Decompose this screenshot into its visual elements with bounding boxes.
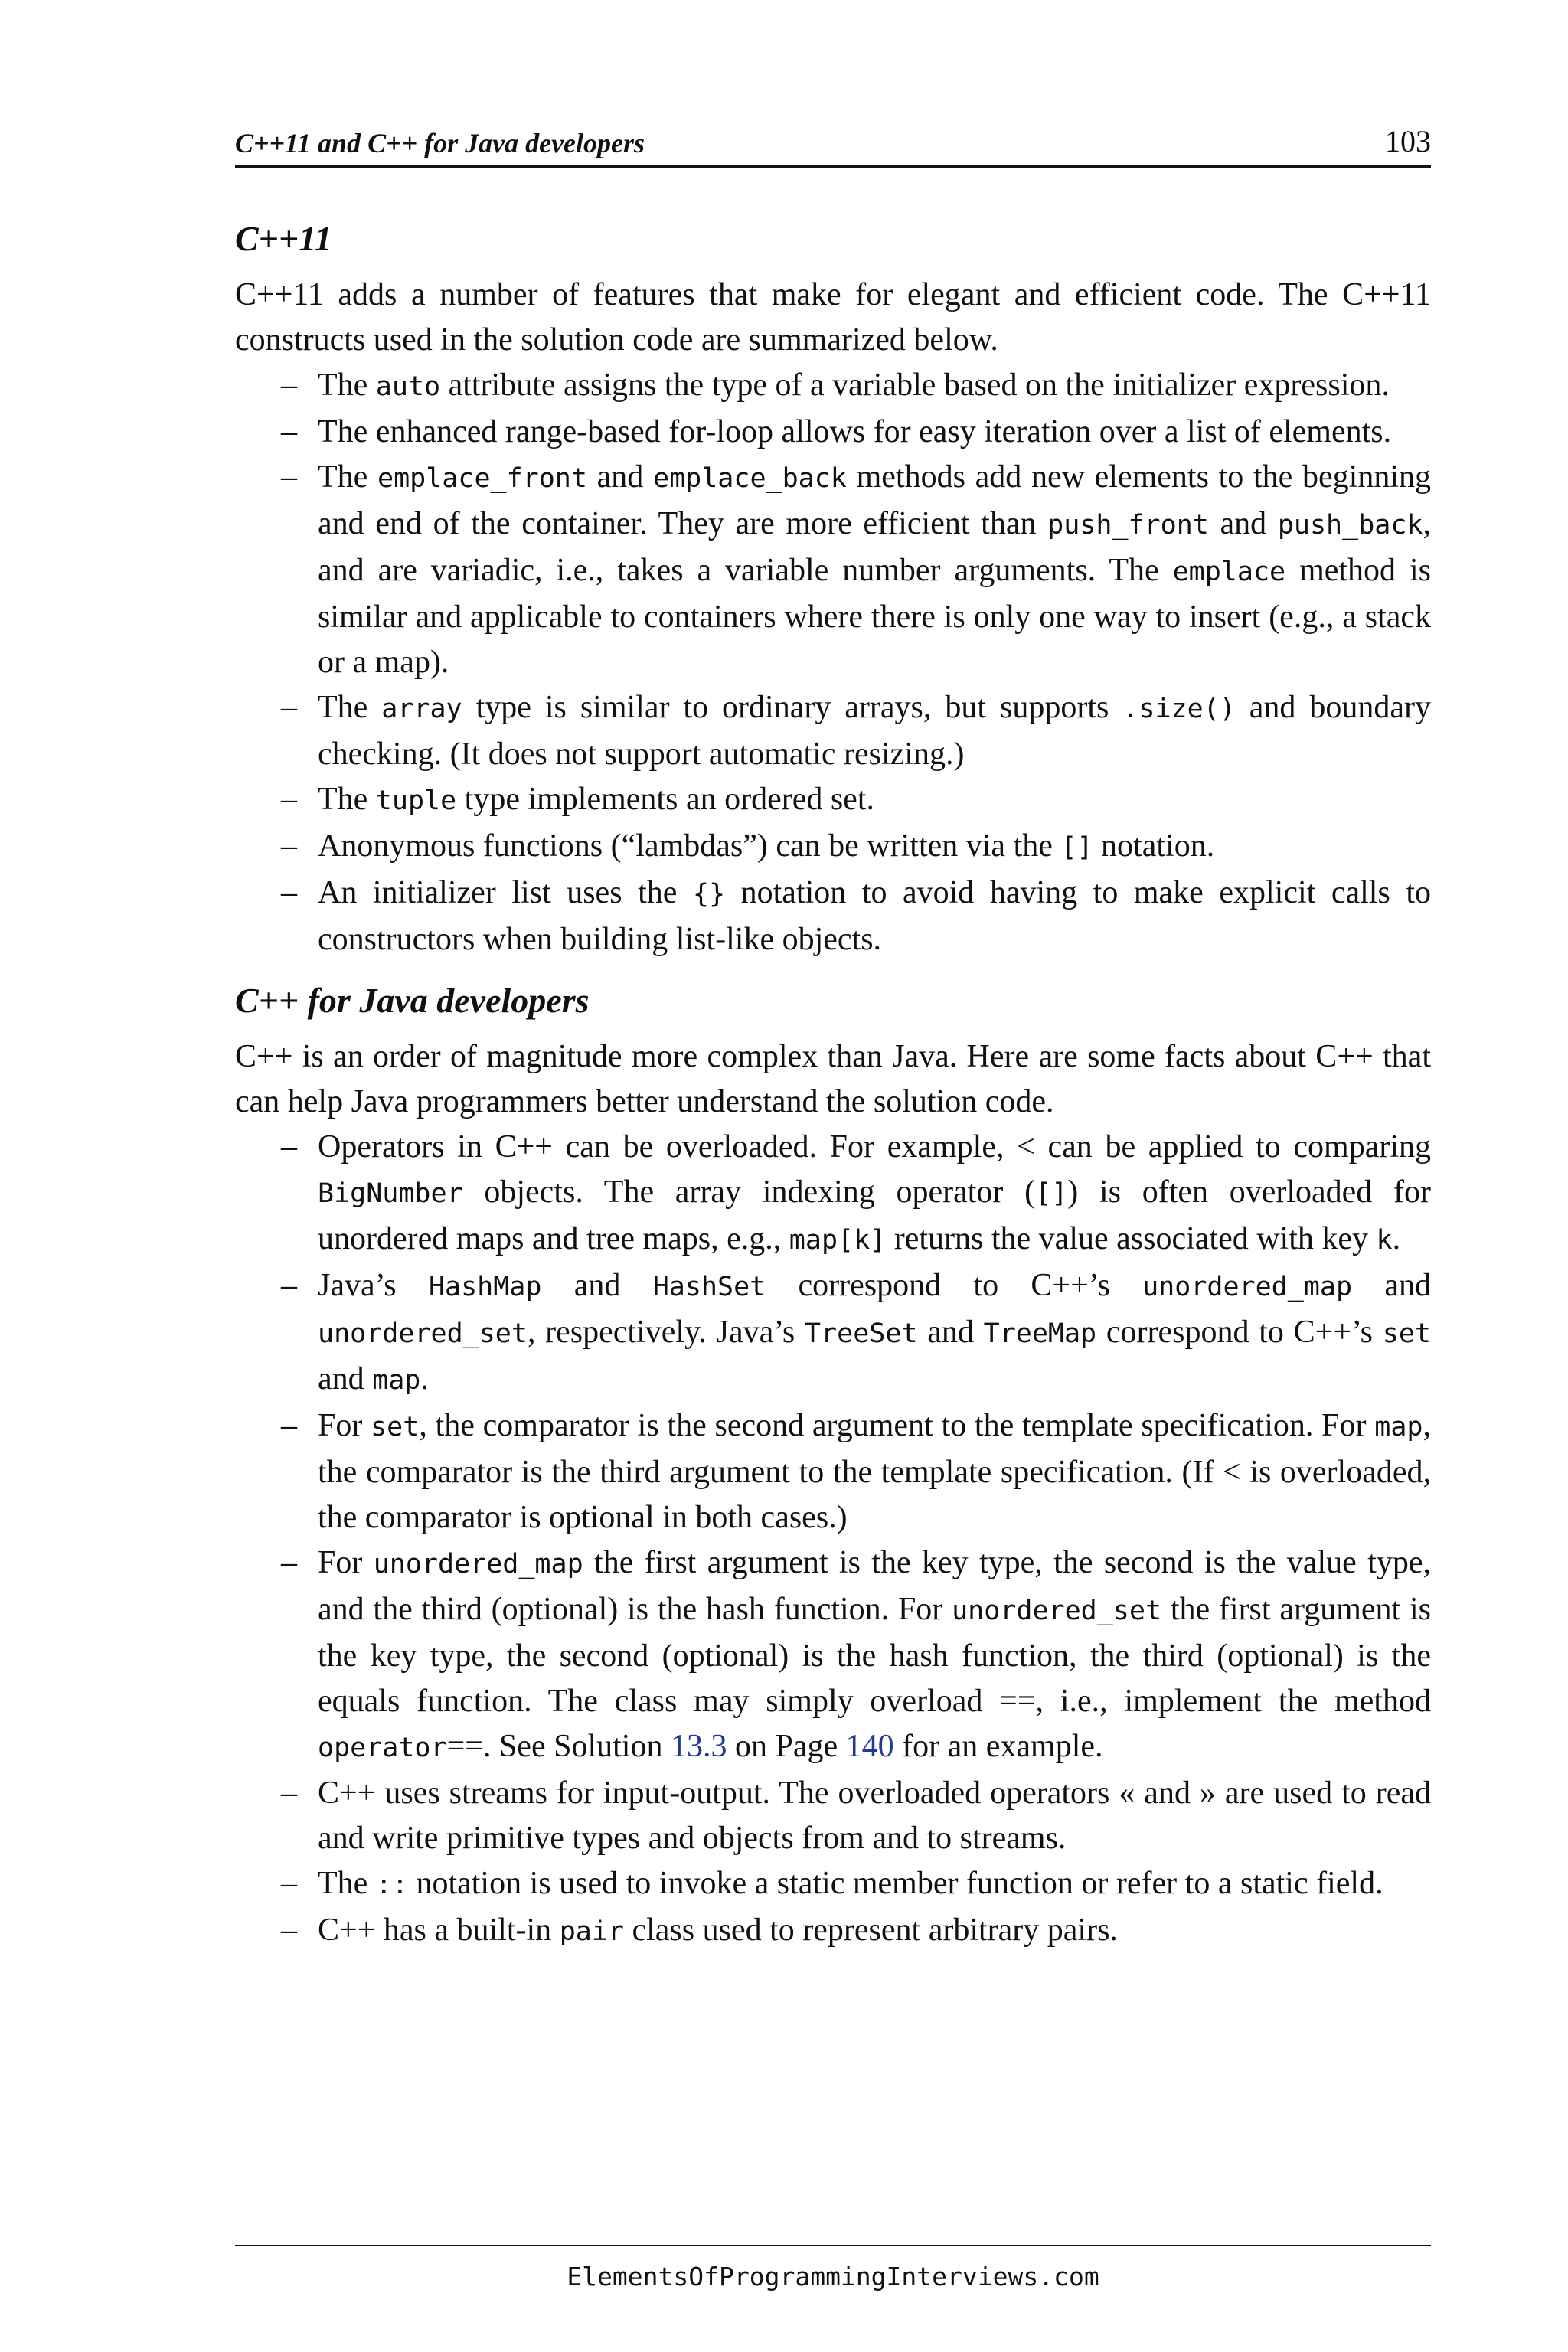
list-item: – C++ uses streams for input-output. The overloaded operators « and » are used to read and write primitive types and objects from and to streams.: [235, 1771, 1431, 1861]
cpp-for-java-fact-list: [235, 1125, 1431, 1955]
list-item: – The emplace_front and emplace_back methods add new elements to the beginning and end of the container. They are more efficient than push_front and push_back, and are variadic, i.e., takes a variable number arguments. The emplace method is similar and applicable to containers where there is only one way to insert (e.g., a stack or a map).: [235, 455, 1431, 685]
page-reference-link[interactable]: 140: [845, 1729, 894, 1764]
page-footer: [235, 2245, 1431, 2292]
cpp11-feature-list: [235, 363, 1431, 962]
running-title: C++11 and C++ for Java developers: [235, 128, 645, 158]
list-item: – The :: notation is used to invoke a static member function or refer to a static field.: [235, 1861, 1431, 1908]
footer-url: ElementsOfProgrammingInterviews.com: [567, 2262, 1099, 2292]
section-title-cpp-for-java: C++ for Java developers: [235, 981, 590, 1020]
solution-reference-link[interactable]: 13.3: [670, 1729, 727, 1764]
list-item: – The enhanced range-based for-loop allows for easy iteration over a list of elements.: [235, 410, 1431, 455]
list-item: – For set, the comparator is the second argument to the template specification. For map, the comparator is the third argument to the template specification. (If < is overloaded, the comparator is optional in both cases.): [235, 1403, 1431, 1540]
list-item: – C++ has a built-in pair class used to represent arbitrary pairs.: [235, 1908, 1431, 1955]
section-title-cpp11: C++11: [235, 219, 332, 258]
page-content: [235, 216, 1431, 1955]
list-item: – The tuple type implements an ordered set.: [235, 777, 1431, 824]
list-item: – An initializer list uses the {} notation to avoid having to make explicit calls to constructors when building list-like objects.: [235, 871, 1431, 962]
section-intro-cpp-for-java: C++ is an order of magnitude more complex than Java. Here are some facts about C++ that can help Java programmers better understand the solution code.: [235, 1039, 1431, 1119]
list-item: – Operators in C++ can be overloaded. For example, < can be applied to comparing BigNumber objects. The array indexing operator ([]) is often overloaded for unordered maps and tree maps, e.g., map[k] returns the value associated with key k.: [235, 1125, 1431, 1263]
list-item: – Java’s HashMap and HashSet correspond to C++’s unordered_map and unordered_set, respectively. Java’s TreeSet and TreeMap correspond to C++’s set and map.: [235, 1263, 1431, 1403]
list-item: – Anonymous functions (“lambdas”) can be written via the [] notation.: [235, 824, 1431, 871]
list-item: – The array type is similar to ordinary arrays, but supports .size() and boundary checking. (It does not support automatic resizing.): [235, 685, 1431, 777]
page-number: 103: [1385, 124, 1431, 158]
page-header: [235, 126, 1431, 168]
list-item: – The auto attribute assigns the type of a variable based on the initializer expression.: [235, 363, 1431, 410]
section-intro-cpp11: C++11 adds a number of features that make for elegant and efficient code. The C++11 constructs used in the solution code are summarized below.: [235, 277, 1431, 358]
list-item: – For unordered_map the first argument is the key type, the second is the value type, and the third (optional) is the hash function. For unordered_set the first argument is the key type, the second (optional) is the hash function, the third (optional) is the equals function. The class may simply overload ==, i.e., implement the method operator==. See Solution 13.3 on Page 140 for an example.: [235, 1540, 1431, 1771]
